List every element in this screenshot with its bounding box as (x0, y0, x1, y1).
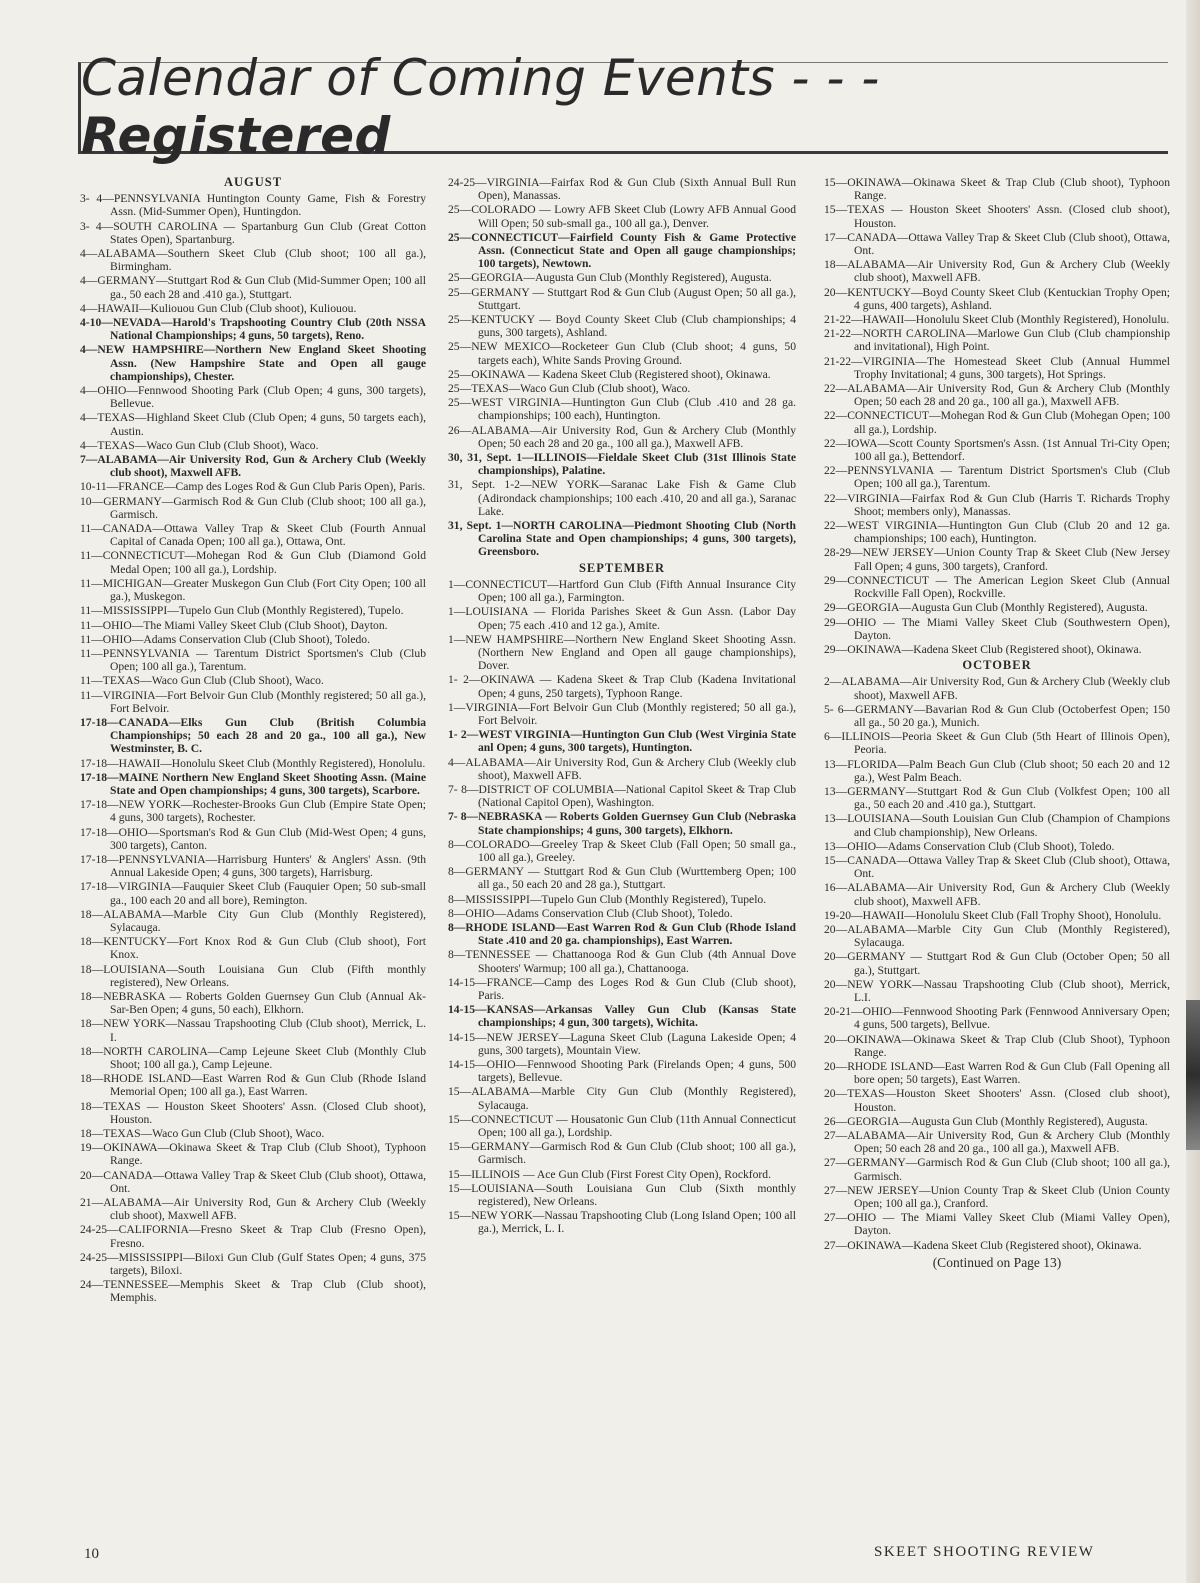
event-entry: 18—ALABAMA—Marble City Gun Club (Monthly Registered), Sylacauga. (80, 907, 426, 934)
event-entry: 20—RHODE ISLAND—East Warren Rod & Gun Club (Fall Opening all bore open; 50 targets), East Warren. (824, 1060, 1170, 1087)
event-entry: 4—HAWAII—Kuliouou Gun Club (Club shoot), Kuliouou. (80, 301, 357, 315)
event-entry: 24—TENNESSEE—Memphis Skeet & Trap Club (Club shoot), Memphis. (80, 1278, 426, 1305)
event-entry: 21-22—NORTH CAROLINA—Marlowe Gun Club (Club championship and invitational), High Point. (824, 327, 1170, 354)
event-entry: 18—NORTH CAROLINA—Camp Lejeune Skeet Club (Monthly Club Shoot; 100 all ga.), Camp Lejeune. (80, 1044, 426, 1071)
event-entry: 18—LOUISIANA—South Louisiana Gun Club (Fifth monthly registered), New Orleans. (80, 962, 426, 989)
continued-note: (Continued on Page 13) (932, 1254, 1062, 1270)
event-entry: 17-18—CANADA—Elks Gun Club (British Columbia Championships; 50 each 28 and 20 ga., 100 all ga.), New Westminster, B. C. (80, 715, 426, 756)
title-bold: Registered (81, 107, 391, 165)
event-entry: 22—IOWA—Scott County Sportsmen's Assn. (1st Annual Tri-City Open; 100 all ga.), Bettendorf. (824, 436, 1170, 464)
event-entry: 26—GEORGIA—Augusta Gun Club (Monthly Registered), Augusta. (824, 1114, 1148, 1128)
event-entry: 10-11—FRANCE—Camp des Loges Rod & Gun Club Paris Open), Paris. (80, 480, 426, 494)
event-entry: 22—ALABAMA—Air University Rod, Gun & Archery Club (Monthly Open; 50 each 28 and 20 ga., 100 all ga.), Maxwell AFB. (824, 382, 1170, 409)
event-entry: 28-29—NEW JERSEY—Union County Trap & Skeet Club (New Jersey Fall Open; 4 guns, 300 targets), Cranford. (824, 546, 1170, 573)
event-entry: 27—OKINAWA—Kadena Skeet Club (Registered shoot), Okinawa. (824, 1238, 1142, 1252)
running-title: SKEET SHOOTING REVIEW (874, 1544, 1095, 1560)
column-3 (824, 176, 1170, 1496)
event-entry: 27—OHIO — The Miami Valley Skeet Club (Miami Valley Open), Dayton. (824, 1211, 1170, 1238)
event-entry: 17-18—NEW YORK—Rochester-Brooks Gun Club (Empire State Open; 4 guns, 300 targets), Rochester. (80, 798, 426, 825)
event-entry: 20-21—OHIO—Fennwood Shooting Park (Fennwood Anniversary Open; 4 guns, 500 targets), Bellvue. (824, 1005, 1170, 1032)
event-entry: 24-25—VIRGINIA—Fairfax Rod & Gun Club (Sixth Annual Bull Run Open), Manassas. (448, 176, 796, 203)
event-entry: 25—CONNECTICUT—Fairfield County Fish & Game Protective Assn. (Connecticut State and Open all gauge championships; 100 targets), Newtown. (448, 230, 796, 271)
event-entry: 30, 31, Sept. 1—ILLINOIS—Fieldale Skeet Club (31st Illinois State championships), Palatine. (448, 451, 796, 478)
event-entry: 20—CANADA—Ottawa Valley Trap & Skeet Club (Club shoot), Ottawa, Ont. (80, 1168, 426, 1195)
event-entry: 13—OHIO—Adams Conservation Club (Club Shoot), Toledo. (824, 839, 1115, 853)
event-entry: 24-25—CALIFORNIA—Fresno Skeet & Trap Club (Fresno Open), Fresno. (80, 1223, 426, 1250)
event-entry: 4—OHIO—Fennwood Shooting Park (Club Open; 4 guns, 300 targets), Bellevue. (80, 384, 426, 411)
event-entry: 11—CANADA—Ottawa Valley Trap & Skeet Club (Fourth Annual Capital of Canada Open; 100 all ga.), Ottawa, Ont. (80, 522, 426, 549)
event-entry: 8—OHIO—Adams Conservation Club (Club Shoot), Toledo. (448, 906, 733, 920)
event-entry: 1—LOUISIANA — Florida Parishes Skeet & Gun Assn. (Labor Day Open; 75 each .410 and 12 ga.), Amite. (448, 605, 796, 632)
event-entry: 4—TEXAS—Highland Skeet Club (Club Open; 4 guns, 50 targets each), Austin. (80, 411, 426, 438)
event-entry: 25—KENTUCKY — Boyd County Skeet Club (Club championships; 4 guns, 300 targets), Ashland. (448, 313, 796, 340)
event-entry: 20—OKINAWA—Okinawa Skeet & Trap Club (Club Shoot), Typhoon Range. (824, 1032, 1170, 1059)
event-entry: 19—OKINAWA—Okinawa Skeet & Trap Club (Club Shoot), Typhoon Range. (80, 1141, 426, 1168)
event-entry: 25—OKINAWA — Kadena Skeet Club (Registered shoot), Okinawa. (448, 367, 771, 381)
event-entry: 2—ALABAMA—Air University Rod, Gun & Archery Club (Weekly club shoot), Maxwell AFB. (824, 675, 1170, 702)
event-entry: 22—WEST VIRGINIA—Huntington Gun Club (Club 20 and 12 ga. championships; 100 each), Huntington. (824, 519, 1170, 546)
title-banner (78, 49, 1168, 165)
event-entry: 18—TEXAS—Waco Gun Club (Club Shoot), Waco. (80, 1127, 325, 1141)
event-entry: 13—LOUISIANA—South Louisian Gun Club (Champion of Champions and Club championship), New Orleans. (824, 812, 1170, 839)
event-entry: 15—CONNECTICUT — Housatonic Gun Club (11th Annual Connecticut Open; 100 all ga.), Lordship. (448, 1112, 796, 1140)
adjacent-page-edge (1186, 0, 1200, 1583)
event-entry: 11—MICHIGAN—Greater Muskegon Gun Club (Fort City Open; 100 all ga.), Muskegon. (80, 576, 426, 604)
event-entry: 15—GERMANY—Garmisch Rod & Gun Club (Club shoot; 100 all ga.), Garmisch. (448, 1140, 796, 1167)
event-entry: 1- 2—OKINAWA — Kadena Skeet & Trap Club (Kadena Invitational Open; 4 guns, 250 targets), Typhoon Range. (448, 673, 796, 700)
event-entry: 25—COLORADO — Lowry AFB Skeet Club (Lowry AFB Annual Good Will Open; 50 sub-small ga., 100 all ga.), Denver. (448, 203, 796, 230)
event-entry: 4—TEXAS—Waco Gun Club (Club Shoot), Waco. (80, 438, 319, 452)
month-heading: OCTOBER (962, 658, 1032, 673)
event-entry: 10—GERMANY—Garmisch Rod & Gun Club (Club shoot; 100 all ga.), Garmisch. (80, 494, 426, 521)
event-entry: 11—MISSISSIPPI—Tupelo Gun Club (Monthly Registered), Tupelo. (80, 604, 404, 618)
event-entry: 18—NEBRASKA — Roberts Golden Guernsey Gun Club (Annual Ak-Sar-Ben Open; 4 guns, 50 each), Elkhorn. (80, 989, 426, 1017)
event-entry: 11—PENNSYLVANIA — Tarentum District Sportsmen's Club (Club Open; 100 all ga.), Tarentum. (80, 646, 426, 674)
event-entry: 25—GEORGIA—Augusta Gun Club (Monthly Registered), Augusta. (448, 271, 772, 285)
event-entry: 7- 8—DISTRICT OF COLUMBIA—National Capitol Skeet & Trap Club (National Capitol Open), Washington. (448, 782, 796, 810)
event-entry: 4—NEW HAMPSHIRE—Northern New England Skeet Shooting Assn. (New Hampshire State and Open all gauge championships), Chester. (80, 343, 426, 383)
event-entry: 20—TEXAS—Houston Skeet Shooters' Assn. (Closed club shoot), Houston. (824, 1087, 1170, 1114)
event-entry: 13—GERMANY—Stuttgart Rod & Gun Club (Volkfest Open; 100 all ga., 50 each 20 and .410 ga.), Stuttgart. (824, 784, 1170, 812)
event-entry: 15—NEW YORK—Nassau Trapshooting Club (Long Island Open; 100 all ga.), Merrick, L. I. (448, 1209, 796, 1236)
event-entry: 15—TEXAS — Houston Skeet Shooters' Assn. (Closed club shoot), Houston. (824, 203, 1170, 230)
page-title (81, 49, 1168, 165)
event-entry: 8—RHODE ISLAND—East Warren Rod & Gun Club (Rhode Island State .410 and 20 ga. championships), East Warren. (448, 920, 796, 948)
event-entry: 6—ILLINOIS—Peoria Skeet & Gun Club (5th Heart of Illinois Open), Peoria. (824, 730, 1170, 757)
month-heading: AUGUST (223, 176, 283, 189)
event-entry: 21-22—HAWAII—Honolulu Skeet Club (Monthly Registered), Honolulu. (824, 313, 1170, 327)
event-entry: 17-18—MAINE Northern New England Skeet Shooting Assn. (Maine State and Open championships; 4 guns, 300 targets), Scarbore. (80, 770, 426, 797)
event-entry: 18—RHODE ISLAND—East Warren Rod & Gun Club (Rhode Island Memorial Open; 100 all ga.), East Warren. (80, 1072, 426, 1099)
event-entry: 24-25—MISSISSIPPI—Biloxi Gun Club (Gulf States Open; 4 guns, 375 targets), Biloxi. (80, 1250, 426, 1278)
event-entry: 27—GERMANY—Garmisch Rod & Gun Club (Club shoot; 100 all ga.), Garmisch. (824, 1156, 1170, 1183)
event-entry: 8—TENNESSEE — Chattanooga Rod & Gun Club (4th Annual Dove Shooters' Warmup; 100 all ga.), Chattanooga. (448, 948, 796, 975)
event-entry: 8—GERMANY — Stuttgart Rod & Gun Club (Wurttemberg Open; 100 all ga., 50 each 20 and 28 ga.), Stuttgart. (448, 865, 796, 892)
event-entry: 17-18—PENNSYLVANIA—Harrisburg Hunters' & Anglers' Assn. (9th Annual Lakeside Open; 4 guns, 300 targets), Harrisburg. (80, 852, 426, 880)
event-entry: 18—NEW YORK—Nassau Trapshooting Club (Club shoot), Merrick, L. I. (80, 1017, 426, 1044)
event-entry: 1—CONNECTICUT—Hartford Gun Club (Fifth Annual Insurance City Open; 100 all ga.), Farmington. (448, 577, 796, 605)
event-entry: 8—COLORADO—Greeley Trap & Skeet Club (Fall Open; 50 small ga., 100 all ga.), Greeley. (448, 837, 796, 864)
event-entry: 20—NEW YORK—Nassau Trapshooting Club (Club shoot), Merrick, L.I. (824, 977, 1170, 1004)
event-entry: 26—ALABAMA—Air University Rod, Gun & Archery Club (Monthly Open; 50 each 28 and 20 ga., 100 all ga.), Maxwell AFB. (448, 423, 796, 450)
event-entry: 14-15—FRANCE—Camp des Loges Rod & Gun Club (Club shoot), Paris. (448, 975, 796, 1002)
event-entry: 31, Sept. 1-2—NEW YORK—Saranac Lake Fish & Game Club (Adirondack championships; 100 each .410, 20 and all ga.), Saranac Lake. (448, 478, 796, 518)
event-entry: 15—LOUISIANA—South Louisiana Gun Club (Sixth monthly registered), New Orleans. (448, 1181, 796, 1209)
event-entry: 29—GEORGIA—Augusta Gun Club (Monthly Registered), Augusta. (824, 601, 1148, 615)
event-entry: 27—ALABAMA—Air University Rod, Gun & Archery Club (Monthly Open; 50 each 28 and 20 ga., 100 all ga.), Maxwell AFB. (824, 1129, 1170, 1156)
event-entry: 16—ALABAMA—Air University Rod, Gun & Archery Club (Weekly club shoot), Maxwell AFB. (824, 881, 1170, 908)
event-entry: 13—FLORIDA—Palm Beach Gun Club (Club shoot; 50 each 20 and 12 ga.), West Palm Beach. (824, 757, 1170, 784)
column-1 (80, 176, 426, 1496)
event-entry: 7—ALABAMA—Air University Rod, Gun & Archery Club (Weekly club shoot), Maxwell AFB. (80, 453, 426, 480)
event-entry: 21-22—VIRGINIA—The Homestead Skeet Club (Annual Hummel Trophy Invitational; 4 guns, 300 targets), Hot Springs. (824, 354, 1170, 381)
event-entry: 20—KENTUCKY—Boyd County Skeet Club (Kentuckian Trophy Open; 4 guns, 400 targets), Ashland. (824, 285, 1170, 312)
event-entry: 11—TEXAS—Waco Gun Club (Club Shoot), Waco. (80, 674, 324, 688)
event-entry: 15—ALABAMA—Marble City Gun Club (Monthly Registered), Sylacauga. (448, 1085, 796, 1112)
event-entry: 18—KENTUCKY—Fort Knox Rod & Gun Club (Club shoot), Fort Knox. (80, 935, 426, 962)
event-entry: 11—CONNECTICUT—Mohegan Rod & Gun Club (Diamond Gold Medal Open; 100 all ga.), Lordship. (80, 549, 426, 576)
event-entry: 20—GERMANY — Stuttgart Rod & Gun Club (October Open; 50 all ga.), Stuttgart. (824, 950, 1170, 977)
page-number: 10 (84, 1546, 99, 1562)
event-entry: 17—CANADA—Ottawa Valley Trap & Skeet Club (Club shoot), Ottawa, Ont. (824, 230, 1170, 258)
event-entry: 18—ALABAMA—Air University Rod, Gun & Archery Club (Weekly club shoot), Maxwell AFB. (824, 258, 1170, 285)
event-entry: 1- 2—WEST VIRGINIA—Huntington Gun Club (West Virginia State anl Open; 4 guns, 300 targets), Huntington. (448, 728, 796, 755)
adjacent-page-photo (1186, 1000, 1200, 1150)
event-entry: 14-15—KANSAS—Arkansas Valley Gun Club (Kansas State championships; 4 gun, 300 targets), Wichita. (448, 1003, 796, 1030)
event-entry: 25—WEST VIRGINIA—Huntington Gun Club (Club .410 and 28 ga. championships; 100 each), Huntington. (448, 396, 796, 423)
event-entry: 29—CONNECTICUT — The American Legion Skeet Club (Annual Rockville Fall Open), Rockville. (824, 573, 1170, 601)
event-entry: 22—VIRGINIA—Fairfax Rod & Gun Club (Harris T. Richards Trophy Shoot; members only), Manassas. (824, 491, 1170, 518)
event-entry: 20—ALABAMA—Marble City Gun Club (Monthly Registered), Sylacauga. (824, 922, 1170, 950)
event-entry: 3- 4—SOUTH CAROLINA — Spartanburg Gun Club (Great Cotton States Open), Spartanburg. (80, 219, 426, 246)
event-entry: 22—PENNSYLVANIA — Tarentum District Sportsmen's Club (Club Open; 100 all ga.), Tarentum. (824, 464, 1170, 491)
event-entry: 25—TEXAS—Waco Gun Club (Club shoot), Waco. (448, 382, 691, 396)
event-entry: 17-18—VIRGINIA—Fauquier Skeet Club (Fauquier Open; 50 sub-small ga., 100 each 20 and all bore), Remington. (80, 880, 426, 907)
event-entry: 15—CANADA—Ottawa Valley Trap & Skeet Club (Club shoot), Ottawa, Ont. (824, 853, 1170, 881)
event-entry: 11—OHIO—The Miami Valley Skeet Club (Club Shoot), Dayton. (80, 618, 388, 632)
event-entry: 1—NEW HAMPSHIRE—Northern New England Skeet Shooting Assn. (Northern New England and Open all gauge championships), Dover. (448, 632, 796, 673)
event-entry: 15—ILLINOIS — Ace Gun Club (First Forest City Open), Rockford. (448, 1167, 771, 1181)
event-entry: 22—CONNECTICUT—Mohegan Rod & Gun Club (Mohegan Open; 100 all ga.), Lordship. (824, 409, 1170, 436)
event-entry: 7- 8—NEBRASKA — Roberts Golden Guernsey Gun Club (Nebraska State championships; 4 guns, 300 targets), Elkhorn. (448, 810, 796, 837)
event-entry: 11—OHIO—Adams Conservation Club (Club Shoot), Toledo. (80, 632, 370, 646)
event-entry: 14-15—NEW JERSEY—Laguna Skeet Club (Laguna Lakeside Open; 4 guns, 300 targets), Mountain View. (448, 1030, 796, 1057)
event-entry: 17-18—HAWAII—Honolulu Skeet Club (Monthly Registered), Honolulu. (80, 756, 426, 770)
event-entry: 4—ALABAMA—Air University Rod, Gun & Archery Club (Weekly club shoot), Maxwell AFB. (448, 755, 796, 782)
event-entry: 17-18—OHIO—Sportsman's Rod & Gun Club (Mid-West Open; 4 guns, 300 targets), Canton. (80, 825, 426, 852)
event-entry: 3- 4—PENNSYLVANIA Huntington County Game, Fish & Forestry Assn. (Mid-Summer Open), Huntingdon. (80, 192, 426, 219)
event-entry: 14-15—OHIO—Fennwood Shooting Park (Firelands Open; 4 guns, 500 targets), Bellevue. (448, 1058, 796, 1085)
event-entry: 31, Sept. 1—NORTH CAROLINA—Piedmont Shooting Club (North Carolina State and Open championships; 4 guns, 300 targets), Greensboro. (448, 519, 796, 559)
event-entry: 11—VIRGINIA—Fort Belvoir Gun Club (Monthly registered; 50 all ga.), Fort Belvoir. (80, 688, 426, 715)
event-entry: 8—MISSISSIPPI—Tupelo Gun Club (Monthly Registered), Tupelo. (448, 892, 767, 906)
event-entry: 29—OKINAWA—Kadena Skeet Club (Registered shoot), Okinawa. (824, 642, 1142, 656)
month-heading: SEPTEMBER (578, 560, 666, 575)
event-entry: 25—GERMANY — Stuttgart Rod & Gun Club (August Open; 50 all ga.), Stuttgart. (448, 285, 796, 312)
event-entry: 4—ALABAMA—Southern Skeet Club (Club shoot; 100 all ga.), Birmingham. (80, 247, 426, 274)
event-entry: 19-20—HAWAII—Honolulu Skeet Club (Fall Trophy Shoot), Honolulu. (824, 908, 1162, 922)
event-entry: 4—GERMANY—Stuttgart Rod & Gun Club (Mid-Summer Open; 100 all ga., 50 each 28 and .410 ga.), Stuttgart. (80, 274, 426, 301)
event-entry: 18—TEXAS — Houston Skeet Shooters' Assn. (Closed Club shoot), Houston. (80, 1099, 426, 1126)
title-italic: Calendar of Coming Events - - - (81, 49, 880, 107)
event-entry: 15—OKINAWA—Okinawa Skeet & Trap Club (Club shoot), Typhoon Range. (824, 176, 1170, 203)
event-entry: 4-10—NEVADA—Harold's Trapshooting Country Club (20th NSSA National Championships; 4 guns, 50 targets), Reno. (80, 316, 426, 343)
event-entry: 21—ALABAMA—Air University Rod, Gun & Archery Club (Weekly club shoot), Maxwell AFB. (80, 1196, 426, 1223)
event-entry: 25—NEW MEXICO—Rocketeer Gun Club (Club shoot; 4 guns, 50 targets each), White Sands Proving Ground. (448, 340, 796, 367)
event-entry: 27—NEW JERSEY—Union County Trap & Skeet Club (Union County Open; 100 all ga.), Cranford. (824, 1183, 1170, 1211)
event-entry: 1—VIRGINIA—Fort Belvoir Gun Club (Monthly registered; 50 all ga.), Fort Belvoir. (448, 700, 796, 727)
column-2 (448, 176, 796, 1496)
event-entry: 29—OHIO — The Miami Valley Skeet Club (Southwestern Open), Dayton. (824, 615, 1170, 642)
event-entry: 5- 6—GERMANY—Bavarian Rod & Gun Club (Octoberfest Open; 150 all ga., 50 20 ga.), Munich. (824, 702, 1170, 729)
